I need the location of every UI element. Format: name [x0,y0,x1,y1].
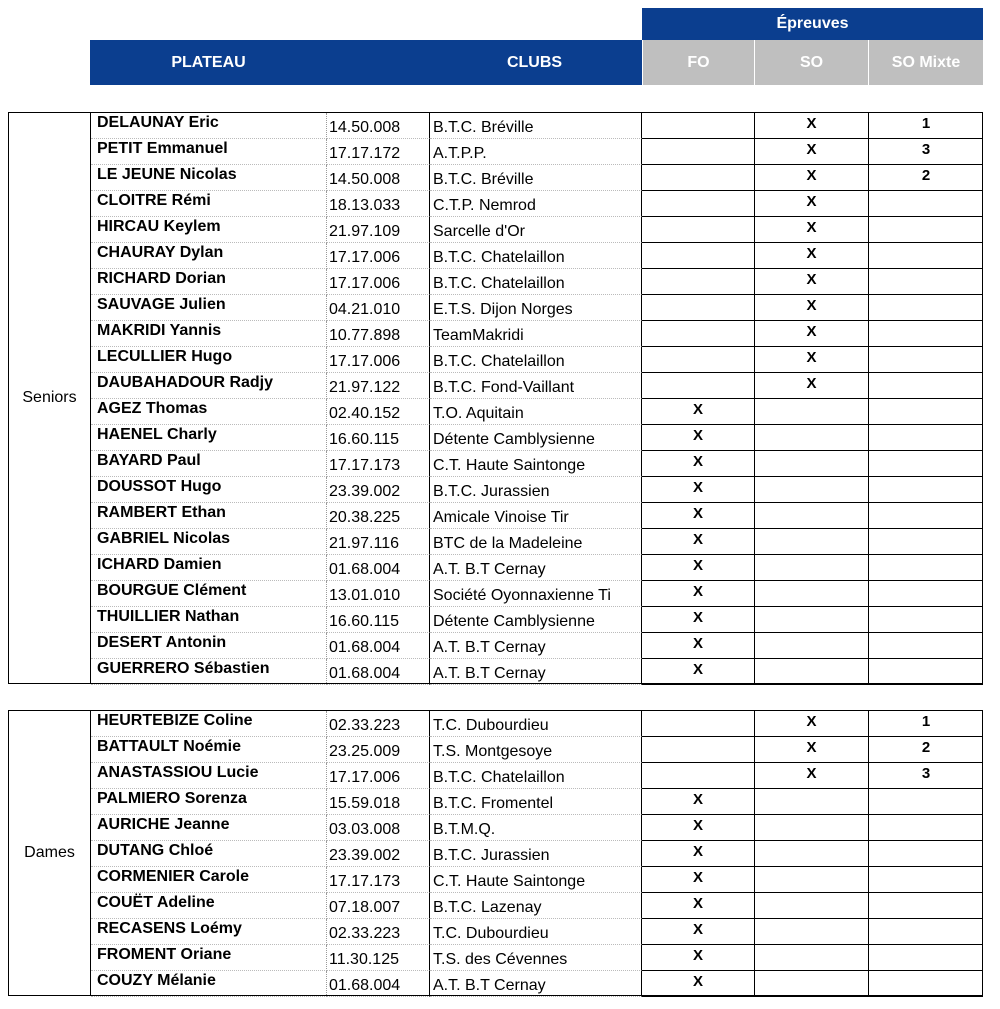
so-mixte-cell: 2 [869,737,983,763]
player-name: LE JEUNE Nicolas [91,165,327,191]
table-row [91,529,983,555]
so-cell [755,971,869,997]
header-fo: FO [642,40,755,85]
so-mixte-cell [869,503,983,529]
player-name: DESERT Antonin [91,633,327,659]
table-row [91,269,983,295]
fo-cell: X [642,503,755,529]
so-mixte-cell [869,191,983,217]
player-name: HIRCAU Keylem [91,217,327,243]
so-cell [755,425,869,451]
player-name: ANASTASSIOU Lucie [91,763,327,789]
player-name: CLOITRE Rémi [91,191,327,217]
club-name: C.T.P. Nemrod [430,191,642,217]
so-mixte-cell [869,269,983,295]
player-name: LECULLIER Hugo [91,347,327,373]
player-name: DOUSSOT Hugo [91,477,327,503]
table-row [91,581,983,607]
fo-cell: X [642,633,755,659]
player-name: PETIT Emmanuel [91,139,327,165]
fo-cell [642,321,755,347]
so-mixte-cell [869,347,983,373]
so-cell [755,945,869,971]
licence-number: 17.17.173 [327,451,430,477]
so-mixte-cell [869,425,983,451]
club-name: T.S. des Cévennes [430,945,642,971]
so-cell [755,867,869,893]
player-name: FROMENT Oriane [91,945,327,971]
fo-cell: X [642,607,755,633]
so-mixte-cell [869,373,983,399]
club-name: Société Oyonnaxienne Ti [430,581,642,607]
club-name: Sarcelle d'Or [430,217,642,243]
so-mixte-cell [869,451,983,477]
licence-number: 17.17.006 [327,763,430,789]
licence-number: 17.17.006 [327,269,430,295]
section-dames [8,710,983,996]
club-name: B.T.C. Fond-Vaillant [430,373,642,399]
fo-cell [642,243,755,269]
table-row [91,451,983,477]
player-name: BATTAULT Noémie [91,737,327,763]
so-mixte-cell: 3 [869,139,983,165]
player-name: MAKRIDI Yannis [91,321,327,347]
club-name: TeamMakridi [430,321,642,347]
fo-cell [642,139,755,165]
fo-cell [642,191,755,217]
fo-cell: X [642,841,755,867]
licence-number: 17.17.172 [327,139,430,165]
licence-number: 18.13.033 [327,191,430,217]
club-name: T.C. Dubourdieu [430,919,642,945]
so-mixte-cell [869,581,983,607]
licence-number: 07.18.007 [327,893,430,919]
fo-cell: X [642,971,755,997]
so-cell: X [755,269,869,295]
so-cell: X [755,711,869,737]
table-row [91,659,983,685]
so-cell [755,503,869,529]
so-mixte-cell [869,243,983,269]
player-name: BOURGUE Clément [91,581,327,607]
so-cell: X [755,217,869,243]
so-cell [755,555,869,581]
table-row [91,607,983,633]
table-row [91,945,983,971]
so-cell [755,633,869,659]
licence-number: 11.30.125 [327,945,430,971]
licence-number: 23.39.002 [327,477,430,503]
so-cell [755,581,869,607]
player-name: HAENEL Charly [91,425,327,451]
fo-cell: X [642,399,755,425]
club-name: C.T. Haute Saintonge [430,867,642,893]
table-row [91,503,983,529]
licence-number: 20.38.225 [327,503,430,529]
fo-cell: X [642,945,755,971]
licence-number: 15.59.018 [327,789,430,815]
licence-number: 01.68.004 [327,659,430,685]
so-mixte-cell [869,399,983,425]
club-name: B.T.M.Q. [430,815,642,841]
club-name: B.T.C. Bréville [430,113,642,139]
so-mixte-cell [869,789,983,815]
player-name: SAUVAGE Julien [91,295,327,321]
licence-number: 23.39.002 [327,841,430,867]
so-mixte-cell: 1 [869,113,983,139]
so-cell: X [755,737,869,763]
player-name: DAUBAHADOUR Radjy [91,373,327,399]
club-name: B.T.C. Chatelaillon [430,243,642,269]
so-mixte-cell [869,633,983,659]
section-seniors [8,112,983,684]
fo-cell: X [642,425,755,451]
licence-number: 03.03.008 [327,815,430,841]
so-mixte-cell: 3 [869,763,983,789]
table-row [91,477,983,503]
player-name: RICHARD Dorian [91,269,327,295]
table-row [91,243,983,269]
fo-cell: X [642,659,755,685]
table-row [91,217,983,243]
licence-number: 02.33.223 [327,919,430,945]
club-name: Détente Camblysienne [430,607,642,633]
player-name: AGEZ Thomas [91,399,327,425]
so-mixte-cell [869,607,983,633]
table-row [91,191,983,217]
fo-cell [642,711,755,737]
table-row [91,321,983,347]
table-row [91,763,983,789]
so-cell: X [755,321,869,347]
licence-number: 17.17.006 [327,243,430,269]
so-cell: X [755,243,869,269]
table-row [91,815,983,841]
table-row [91,399,983,425]
table-row [91,711,983,737]
fo-cell [642,165,755,191]
so-cell [755,477,869,503]
header-so-mixte: SO Mixte [869,40,983,85]
so-mixte-cell [869,945,983,971]
so-cell [755,789,869,815]
so-mixte-cell [869,555,983,581]
fo-cell [642,217,755,243]
fo-cell: X [642,893,755,919]
club-name: A.T. B.T Cernay [430,659,642,685]
player-name: GUERRERO Sébastien [91,659,327,685]
fo-cell: X [642,477,755,503]
licence-number: 16.60.115 [327,607,430,633]
player-name: RECASENS Loémy [91,919,327,945]
so-cell [755,659,869,685]
so-cell: X [755,763,869,789]
club-name: B.T.C. Lazenay [430,893,642,919]
player-name: AURICHE Jeanne [91,815,327,841]
licence-number: 01.68.004 [327,633,430,659]
licence-number: 10.77.898 [327,321,430,347]
club-name: A.T.P.P. [430,139,642,165]
so-mixte-cell [869,841,983,867]
table-row [91,347,983,373]
so-mixte-cell [869,971,983,997]
player-name: CORMENIER Carole [91,867,327,893]
so-cell: X [755,295,869,321]
table-row [91,139,983,165]
player-name: ICHARD Damien [91,555,327,581]
player-name: RAMBERT Ethan [91,503,327,529]
player-name: DUTANG Chloé [91,841,327,867]
club-name: Détente Camblysienne [430,425,642,451]
so-mixte-cell [869,295,983,321]
so-cell: X [755,373,869,399]
fo-cell [642,113,755,139]
so-cell: X [755,139,869,165]
licence-number: 21.97.116 [327,529,430,555]
fo-cell [642,269,755,295]
fo-cell [642,763,755,789]
club-name: B.T.C. Bréville [430,165,642,191]
so-mixte-cell [869,919,983,945]
so-cell [755,815,869,841]
so-cell [755,893,869,919]
table-row [91,165,983,191]
table-row [91,555,983,581]
table-row [91,893,983,919]
club-name: A.T. B.T Cernay [430,971,642,997]
table-row [91,971,983,997]
club-name: Amicale Vinoise Tir [430,503,642,529]
header-so: SO [755,40,869,85]
fo-cell: X [642,555,755,581]
licence-number: 21.97.109 [327,217,430,243]
table-row [91,113,983,139]
so-mixte-cell [869,217,983,243]
so-cell: X [755,113,869,139]
table-row [91,737,983,763]
so-mixte-cell [869,321,983,347]
licence-number: 14.50.008 [327,113,430,139]
so-mixte-cell [869,815,983,841]
player-name: PALMIERO Sorenza [91,789,327,815]
fo-cell: X [642,815,755,841]
header-clubs: CLUBS [327,40,642,85]
licence-number: 02.33.223 [327,711,430,737]
so-mixte-cell [869,477,983,503]
fo-cell [642,737,755,763]
so-mixte-cell [869,529,983,555]
player-name: COUËT Adeline [91,893,327,919]
club-name: T.C. Dubourdieu [430,711,642,737]
player-name: CHAURAY Dylan [91,243,327,269]
licence-number: 13.01.010 [327,581,430,607]
player-name: DELAUNAY Eric [91,113,327,139]
licence-number: 04.21.010 [327,295,430,321]
so-cell [755,529,869,555]
licence-number: 17.17.173 [327,867,430,893]
licence-number: 21.97.122 [327,373,430,399]
so-cell [755,451,869,477]
player-name: HEURTEBIZE Coline [91,711,327,737]
table-row [91,841,983,867]
so-cell [755,607,869,633]
licence-number: 23.25.009 [327,737,430,763]
club-name: E.T.S. Dijon Norges [430,295,642,321]
club-name: B.T.C. Jurassien [430,841,642,867]
licence-number: 14.50.008 [327,165,430,191]
so-cell: X [755,347,869,373]
category-label: Dames [9,711,91,995]
so-mixte-cell: 1 [869,711,983,737]
so-mixte-cell [869,893,983,919]
licence-number: 02.40.152 [327,399,430,425]
category-label: Seniors [9,113,91,683]
header-epreuves: Épreuves [642,8,983,40]
club-name: T.S. Montgesoye [430,737,642,763]
player-name: BAYARD Paul [91,451,327,477]
header-plateau: PLATEAU [90,40,327,85]
fo-cell: X [642,451,755,477]
club-name: A.T. B.T Cernay [430,555,642,581]
fo-cell: X [642,581,755,607]
table-row [91,789,983,815]
table-row [91,373,983,399]
table-row [91,295,983,321]
table-row [91,425,983,451]
so-cell [755,841,869,867]
so-cell [755,919,869,945]
so-cell: X [755,165,869,191]
fo-cell: X [642,919,755,945]
player-name: COUZY Mélanie [91,971,327,997]
club-name: C.T. Haute Saintonge [430,451,642,477]
club-name: BTC de la Madeleine [430,529,642,555]
player-name: THUILLIER Nathan [91,607,327,633]
fo-cell: X [642,789,755,815]
club-name: B.T.C. Chatelaillon [430,347,642,373]
club-name: B.T.C. Fromentel [430,789,642,815]
table-row [91,919,983,945]
club-name: B.T.C. Jurassien [430,477,642,503]
so-mixte-cell [869,659,983,685]
licence-number: 16.60.115 [327,425,430,451]
fo-cell [642,295,755,321]
table-row [91,633,983,659]
licence-number: 01.68.004 [327,971,430,997]
club-name: B.T.C. Chatelaillon [430,269,642,295]
so-cell: X [755,191,869,217]
so-mixte-cell: 2 [869,165,983,191]
fo-cell [642,373,755,399]
fo-cell [642,347,755,373]
player-name: GABRIEL Nicolas [91,529,327,555]
club-name: A.T. B.T Cernay [430,633,642,659]
licence-number: 01.68.004 [327,555,430,581]
table-row [91,867,983,893]
club-name: B.T.C. Chatelaillon [430,763,642,789]
so-mixte-cell [869,867,983,893]
club-name: T.O. Aquitain [430,399,642,425]
fo-cell: X [642,867,755,893]
so-cell [755,399,869,425]
licence-number: 17.17.006 [327,347,430,373]
fo-cell: X [642,529,755,555]
